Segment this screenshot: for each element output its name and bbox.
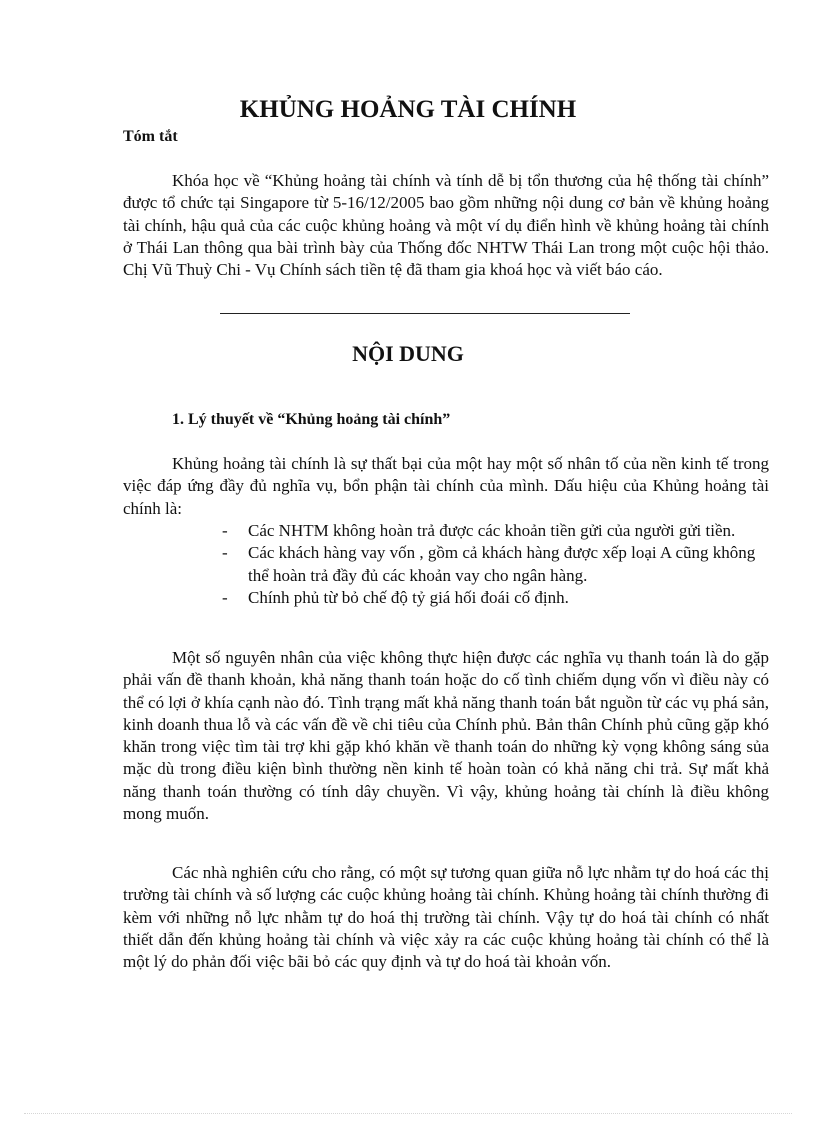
bullet-dash: - xyxy=(222,521,228,540)
list-item-text: Các NHTM không hoàn trả được các khoản tiền gửi của người gửi tiền. xyxy=(248,521,736,540)
bullet-dash: - xyxy=(222,543,228,563)
summary-label: Tóm tắt xyxy=(123,128,178,145)
list-item xyxy=(222,520,767,542)
list-item xyxy=(222,542,767,587)
page-bottom-edge xyxy=(24,1113,792,1114)
summary-paragraph: Khóa học về “Khủng hoảng tài chính và tính dễ bị tổn thương của hệ thống tài chính” được tổ chức tại Singapore từ 5-16/12/2005 bao gồm những nội dung cơ bản về khủng hoảng tài chính, hậu quả của các cuộc khủng hoảng và một ví dụ điển hình về khủng hoảng tài chính ở Thái Lan thông qua bài trình bày của Thống đốc NHTW Thái Lan trong một cuộc hội thảo. Chị Vũ Thuỳ Chi - Vụ Chính sách tiền tệ đã tham gia khoá học và viết báo cáo. xyxy=(123,171,769,280)
bullet-dash: - xyxy=(222,587,228,607)
paragraph-2: Một số nguyên nhân của việc không thực hiện được các nghĩa vụ thanh toán là do gặp phải vấn đề thanh khoản, khả năng thanh toán hoặc do cố tình chiếm dụng vốn vì điều này có thể có lợi ở khía cạnh nào đó. Tình trạng mất khả năng thanh toán bắt nguồn từ các vụ phá sản, kinh doanh thua lỗ và các vấn đề về chi tiêu của Chính phủ. Bản thân Chính phủ cũng gặp khó khăn trong việc tìm tài trợ khi gặp khó khăn về thanh toán do những kỳ vọng không sáng sủa mặc dù trong điều kiện bình thường nền kinh tế hoàn toàn có khả năng chi trả. Sự mất khả năng thanh toán thường có tính dây chuyền. Vì vậy, khủng hoảng tài chính là điều không mong muốn. xyxy=(123,648,769,824)
paragraph-1: Khủng hoảng tài chính là sự thất bại của một hay một số nhân tố của nền kinh tế trong việc đáp ứng đầy đủ nghĩa vụ, bổn phận tài chính của mình. Dấu hiệu của Khủng hoảng tài chính là: xyxy=(123,454,769,518)
paragraph-3: Các nhà nghiên cứu cho rằng, có một sự tương quan giữa nỗ lực nhằm tự do hoá các thị trường tài chính và số lượng các cuộc khủng hoảng tài chính. Khủng hoảng tài chính thường đi kèm với những nỗ lực nhằm tự do hoá thị trường tài chính. Vậy tự do hoá tài chính có nhất thiết dẫn đến khủng hoảng tài chính và việc xảy ra các cuộc khủng hoảng tài chính có thể là một lý do phản đối việc bãi bỏ các quy định và tự do hoá tài khoản vốn. xyxy=(123,863,769,972)
section-1-heading: 1. Lý thuyết về “Khủng hoảng tài chính” xyxy=(172,411,451,428)
list-item-text: Các khách hàng vay vốn , gồm cả khách hàng được xếp loại A cũng không thể hoàn trả đầy đủ các khoản vay cho ngân hàng. xyxy=(248,543,756,585)
section-divider xyxy=(220,313,630,314)
list-item xyxy=(222,587,767,609)
section-title: NỘI DUNG xyxy=(352,341,464,366)
symptom-list xyxy=(222,520,767,609)
document-title: KHỦNG HOẢNG TÀI CHÍNH xyxy=(239,96,577,123)
list-item-text: Chính phủ từ bỏ chế độ tỷ giá hối đoái cố định. xyxy=(248,587,569,607)
